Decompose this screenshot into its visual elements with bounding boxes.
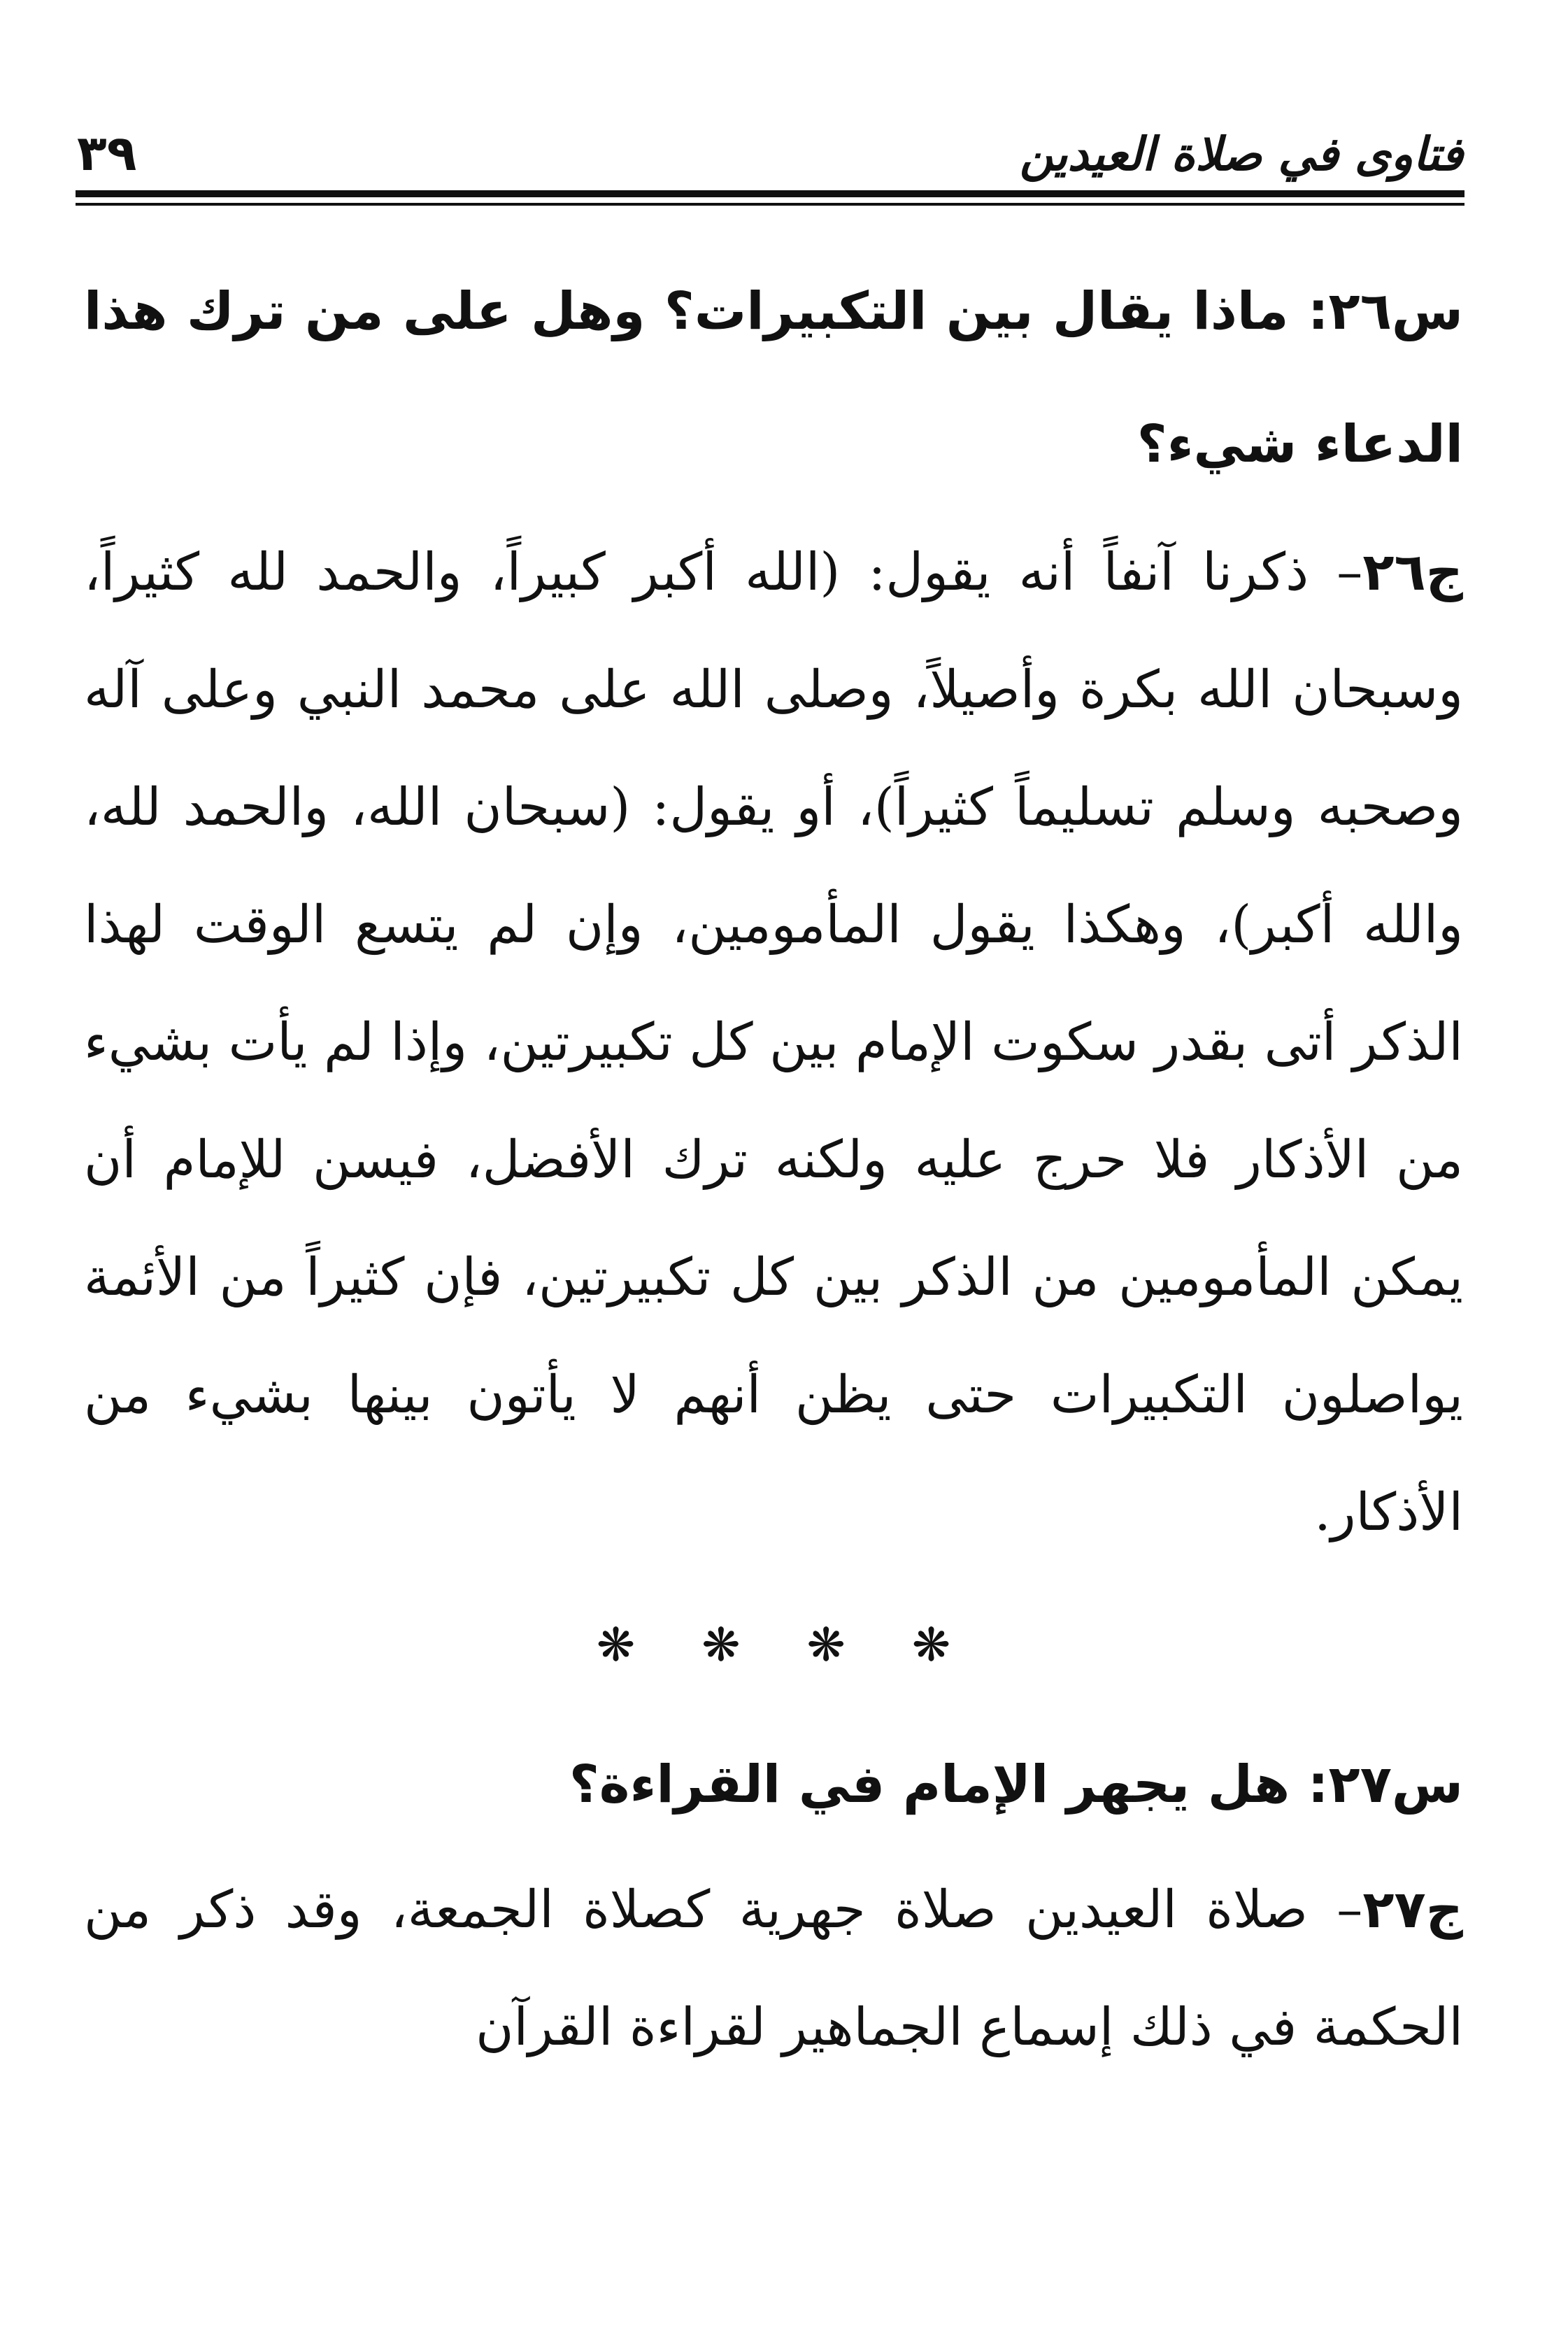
question-26: س٢٦: ماذا يقال بين التكبيرات؟ وهل على من ترك هذا الدعاء شيء؟ (84, 281, 1463, 474)
answer-26-label: ج٢٦ (1362, 542, 1463, 602)
page-header (77, 105, 1463, 182)
separator-star-icon: ❋ (596, 1617, 636, 1672)
answer-26-text: – ذكرنا آنفاً أنه يقول: (الله أكبر كبيراً، والحمد لله كثيراً، وسبحان الله بكرة وأصيلاً، وصلى الله على محمد النبي وعلى آله وصحبه وسلم تسليماً كثيراً)، أو يقول: (سبحان الله، والحمد لله، والله أكبر)، وهكذا يقول المأمومين، وإن لم يتسع الوقت لهذا الذكر أتى بقدر سكوت الإمام بين كل تكبيرتين، وإذا لم يأت بشيء من الأذكار فلا حرج عليه ولكنه ترك الأفضل، فيسن للإمام أن يمكن المأمومين من الذكر بين كل تكبيرتين، فإن كثيراً من الأئمة يواصلون التكبيرات حتى يظن أنهم لا يأتون بينها بشيء من الأذكار. (84, 542, 1463, 1542)
page-content (84, 245, 1463, 2086)
answer-27-text: – صلاة العيدين صلاة جهرية كصلاة الجمعة، وقد ذكر من الحكمة في ذلك إسماع الجماهير لقراءة القرآن (84, 1880, 1463, 2057)
question-27: س٢٧: هل يجهر الإمام في القراءة؟ (569, 1754, 1463, 1815)
separator-star-icon: ❋ (806, 1617, 846, 1672)
separator-star-icon: ❋ (911, 1617, 951, 1672)
header-rule-thick (76, 190, 1464, 197)
answer-27 (84, 1851, 1463, 2086)
header-rule-thin (76, 203, 1464, 206)
separator-star-icon: ❋ (701, 1617, 741, 1672)
page-number: ٣٩ (77, 125, 137, 182)
section-separator (84, 1571, 1463, 1718)
answer-26 (84, 513, 1463, 1571)
answer-27-label: ج٢٧ (1362, 1880, 1463, 1940)
running-title: فتاوى في صلاة العيدين (1019, 127, 1463, 181)
